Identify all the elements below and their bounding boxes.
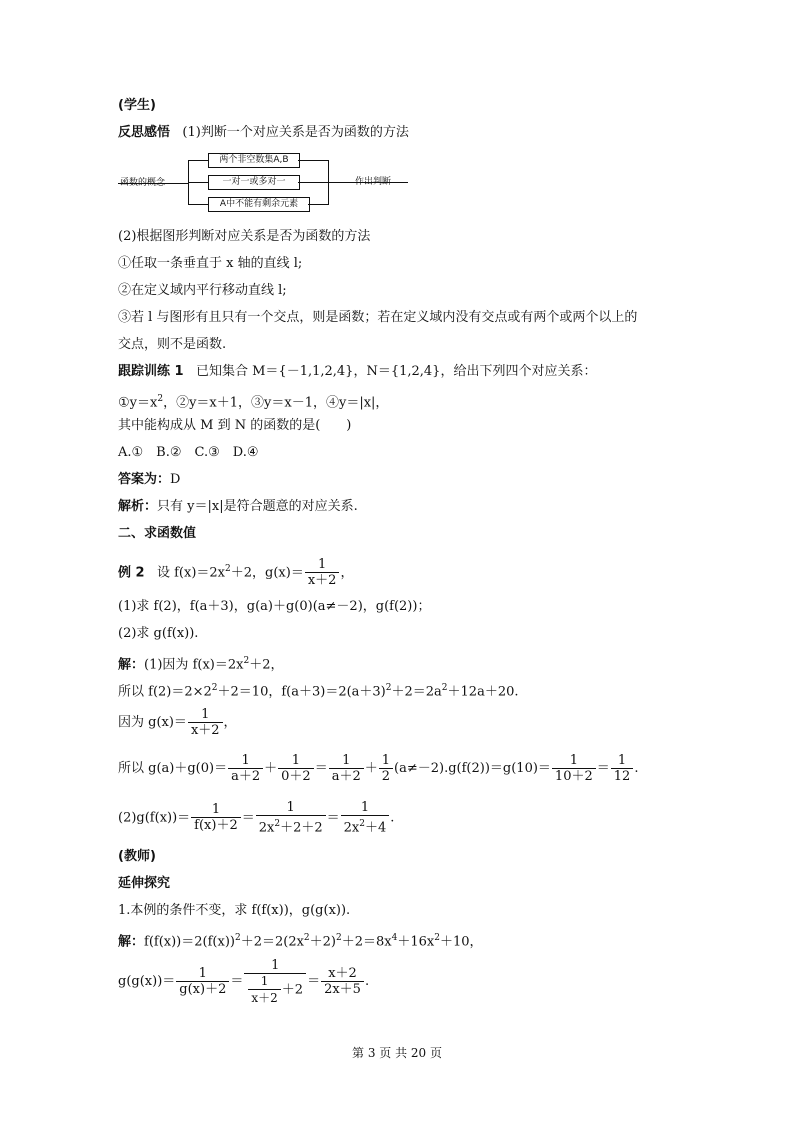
fraction xyxy=(552,753,596,785)
denominator: f(x)＋2 xyxy=(191,817,241,834)
diagram-box-bottom: A中不能有剩余元素 xyxy=(208,197,310,212)
extension-gg xyxy=(118,956,369,1008)
diagram-box-top: 两个非空数集A,B xyxy=(208,153,300,168)
numerator: 1 xyxy=(381,752,391,768)
equals: ＝ xyxy=(241,810,255,826)
equals: ＝ xyxy=(307,974,321,989)
equals: ＝ xyxy=(314,761,328,776)
extension-question: 1.本例的条件不变，求 f(f(x))，g(g(x)). xyxy=(118,903,351,918)
numerator: 1 xyxy=(198,965,207,981)
sup: 2 xyxy=(225,564,231,574)
denominator xyxy=(256,815,326,836)
fraction xyxy=(321,966,364,998)
sup: 2 xyxy=(274,819,281,829)
fraction xyxy=(278,753,314,785)
so-g: 所以 g(a)＋g(0)＝ xyxy=(118,761,228,776)
equals: ＝ xyxy=(230,974,244,989)
denominator: g(x)＋2 xyxy=(176,981,229,998)
numerator: 1 xyxy=(241,752,250,768)
fraction xyxy=(176,966,229,998)
reflection-line xyxy=(118,124,409,142)
fraction xyxy=(341,800,390,836)
sup: 2 xyxy=(385,683,392,693)
equals: ＝ xyxy=(596,761,610,776)
diagram-arrow-mid xyxy=(188,182,208,183)
diagram-left-label: 函数的概念 xyxy=(120,178,166,188)
page-footer: 第 3 页 共 20 页 xyxy=(352,1046,442,1060)
part2-pre: (2)g(f(x))＝ xyxy=(118,810,191,826)
section2-title: 二、求函数值 xyxy=(118,526,197,541)
den-b: ＋2＋2 xyxy=(280,820,323,836)
diagram-link-bottom xyxy=(308,204,328,205)
diagram-link-top xyxy=(298,160,328,161)
sup: 2 xyxy=(434,933,440,943)
example2-sol1 xyxy=(118,652,283,674)
period: . xyxy=(364,974,370,989)
fraction xyxy=(329,753,364,785)
two: 2 xyxy=(294,982,304,997)
reflection-label: 反思感悟 xyxy=(118,125,171,140)
section-teacher: (教师) xyxy=(118,849,156,864)
sup: 2 xyxy=(441,683,448,693)
diagram-box-middle: 一对一或多对一 xyxy=(208,175,300,190)
fraction xyxy=(611,753,634,785)
plus: ＋ xyxy=(264,761,278,776)
ff-b: ＋2＝2(2x xyxy=(240,934,304,950)
fraction xyxy=(305,557,340,589)
plus: ＋ xyxy=(281,982,295,997)
f2-a: 所以 f(2)＝2×2 xyxy=(118,684,212,700)
graph-method-step1: ①任取一条垂直于 x 轴的直线 l; xyxy=(118,256,303,271)
diagram-arrow-bottom xyxy=(188,204,208,205)
ff-a: f(f(x))＝2(f(x)) xyxy=(144,934,235,950)
sol1: (1)因为 f(x)＝2x xyxy=(144,657,244,673)
sol1-tail: ＋2， xyxy=(249,657,284,673)
exercise1-analysis xyxy=(118,498,358,516)
fraction xyxy=(188,707,223,739)
diagram-link-mid xyxy=(298,182,328,183)
graph-method-step2: ②在定义域内平行移动直线 l; xyxy=(118,283,287,298)
denominator: 2 xyxy=(379,768,393,785)
numerator: 1 xyxy=(211,802,221,818)
period: . xyxy=(634,761,639,776)
section-student: (学生) xyxy=(118,98,156,113)
numerator: 1 xyxy=(201,706,210,722)
sup: 2 xyxy=(243,656,250,666)
sup: 2 xyxy=(336,933,342,943)
example2-part2 xyxy=(118,800,394,836)
gg-pre: g(g(x))＝ xyxy=(118,974,176,989)
analysis-text: 只有 y＝|x|是符合题意的对应关系. xyxy=(157,499,358,514)
sup: 2 xyxy=(303,933,310,943)
exercise1-question: 其中能构成从 M 到 N 的函数的是( ) xyxy=(118,418,352,433)
example2-f2-line xyxy=(118,679,519,701)
diagram-arrow-top xyxy=(188,160,208,161)
period: . xyxy=(390,810,395,826)
ff-c: ＋2) xyxy=(309,934,336,950)
denominator: a＋2 xyxy=(228,768,263,785)
example2-stem: 例 2 设 $f(x)=2x^2+2$，g(x)＝ $\frac{1}{x+2}$ ， xyxy=(118,556,354,588)
answer-value: D xyxy=(170,472,181,487)
extension-label: 延伸探究 xyxy=(118,876,171,891)
example2-q1: (1)求 f(2)，f(a＋3)，g(a)＋g(0)(a≠－2)，g(f(2))； xyxy=(118,599,431,614)
sup: 4 xyxy=(391,933,398,943)
example2-so-g xyxy=(118,752,638,786)
sup: 2 xyxy=(234,933,241,943)
example2-because-g: 因为 g(x)＝ $\frac{1}{x+2}$ ， xyxy=(118,706,237,738)
graph-method-step3b: 交点，则不是函数. xyxy=(118,337,227,352)
relations-sup: 2 xyxy=(157,394,164,404)
exercise1-answer xyxy=(118,471,180,489)
stem-a: 设 f(x)＝2x xyxy=(156,565,226,581)
denominator: x＋2 xyxy=(305,572,340,589)
numerator: 1 xyxy=(342,752,351,768)
exercise1-relations xyxy=(118,390,388,412)
denominator: x＋2 xyxy=(188,722,223,739)
denominator xyxy=(341,815,390,836)
numerator: 1 xyxy=(291,752,301,768)
example2-q2: (2)求 g(f(x)). xyxy=(118,626,199,641)
relations-pre: ①y＝x xyxy=(118,395,158,411)
f2-b: ＋2＝10，f(a＋3)＝2(a＋3) xyxy=(217,684,386,700)
denominator: 12 xyxy=(611,768,634,785)
diagram-right-label: 作出判断 xyxy=(355,177,392,187)
numerator: 1 xyxy=(260,973,269,988)
reflection-title: (1)判断一个对应关系是否为函数的方法 xyxy=(182,125,409,140)
nested-fraction xyxy=(244,958,306,1006)
f2-d: ＋12a＋20. xyxy=(447,684,519,700)
den-c: ＋4 xyxy=(365,820,387,836)
fraction xyxy=(379,753,393,785)
ff-e: ＋16x xyxy=(397,934,435,950)
denominator: 2x＋5 xyxy=(321,981,364,998)
equals: ＝ xyxy=(326,810,340,826)
exercise1-label: 跟踪训练 1 xyxy=(118,364,184,379)
numerator: x＋2 xyxy=(328,965,357,981)
sup: 2 xyxy=(359,819,365,829)
numerator: 1 xyxy=(271,957,280,973)
f2-c: ＋2＝2a xyxy=(391,684,442,700)
ff-d: ＋2＝8x xyxy=(341,934,392,950)
graph-method-title: (2)根据图形判断对应关系是否为函数的方法 xyxy=(118,229,371,244)
exercise1-stem: 已知集合 M＝{－1,1,2,4}，N＝{1,2,4}，给出下列四个对应关系： xyxy=(195,364,597,379)
fraction xyxy=(228,753,263,785)
fraction xyxy=(191,802,241,834)
inner-fraction xyxy=(248,974,280,1006)
plus: ＋ xyxy=(364,761,378,776)
denominator xyxy=(244,973,306,1006)
exercise1-stem-line xyxy=(118,363,596,381)
relations-post: ，②y＝x＋1，③y＝x－1，④y＝|x|， xyxy=(163,395,389,411)
den-a: 2x xyxy=(258,820,275,836)
example2-label: 例 2 xyxy=(118,565,145,581)
sol-label: 解： xyxy=(118,934,145,950)
exercise1-options: A.① B.② C.③ D.④ xyxy=(118,445,259,460)
numerator: 1 xyxy=(317,556,327,572)
graph-method-step3a: ③若 l 与图形有且只有一个交点，则是函数；若在定义域内没有交点或有两个或两个以上的 xyxy=(118,310,638,325)
denominator: a＋2 xyxy=(329,768,364,785)
analysis-label: 解析： xyxy=(118,499,158,514)
sol-label: 解： xyxy=(118,657,145,673)
denominator: 10＋2 xyxy=(552,768,596,785)
fraction xyxy=(256,800,326,836)
denominator: 0＋2 xyxy=(278,768,314,785)
because-g: 因为 g(x)＝ xyxy=(118,715,187,730)
sup: 2 xyxy=(211,683,218,693)
numerator: 1 xyxy=(569,752,578,768)
ff-f: ＋10， xyxy=(439,934,483,950)
extension-ff xyxy=(118,929,483,951)
stem-b: ＋2，g(x)＝ xyxy=(230,565,304,581)
numerator: 1 xyxy=(286,800,295,815)
den-a: 2x xyxy=(343,820,360,836)
denominator: x＋2 xyxy=(248,989,280,1006)
numerator: 1 xyxy=(617,752,627,768)
so-g-tail: (a≠－2).g(f(2))＝g(10)＝ xyxy=(394,761,551,776)
answer-label: 答案为： xyxy=(118,472,171,487)
numerator: 1 xyxy=(360,800,370,815)
